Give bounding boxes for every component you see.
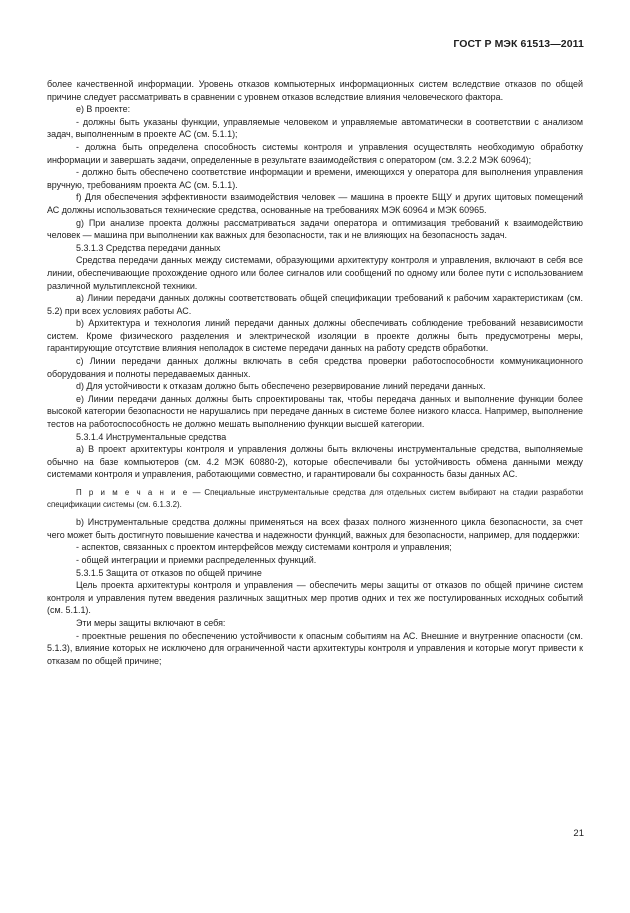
paragraph-item-a: а) Линии передачи данных должны соответствовать общей спецификации требований к рабочим характеристикам (см. 5.2) при всех условиях работы АС. [47, 293, 583, 316]
paragraph-item-g: g) При анализе проекта должны рассматриваться задачи оператора и оптимизация требований к взаимодействию человек — машина при выполнении как важных для безопасности, так и не влияющих на безопасность задач. [47, 217, 583, 241]
section-heading-5-3-1-5: 5.3.1.5 Защита от отказов по общей причине [76, 567, 262, 578]
paragraph-dash: - аспектов, связанных с проектом интерфейсов между системами контроля и управления; [76, 542, 452, 553]
paragraph-item-e: е) В проекте: [76, 104, 131, 115]
paragraph-item-c: с) Линии передачи данных должны включать в себя средства проверки работоспособности коммуникационного оборудования и полноты передаваемых данных. [47, 356, 583, 379]
paragraph-dash: - проектные решения по обеспечению устойчивости к опасным событиям на АС. Внешние и внутренние опасности (см. 5.1.3), влияние которых не исключено для ограниченной части архитектуры контроля и управления и которые могут привести к отказам по общей причине; [47, 630, 583, 666]
paragraph-item-f: f) Для обеспечения эффективности взаимодействия человек — машина в проекте БЩУ и других щитовых помещений АС должны использоваться технические средства, основанные на требованиях МЭК 60964 и МЭК 60965. [47, 192, 583, 215]
note-text: — Специальные инструментальные средства для отдельных систем выбирают на стадии разработки спецификации системы (см. 6.1.3.2). [47, 488, 584, 509]
page-number: 21 [573, 828, 584, 839]
paragraph-body: Средства передачи данных между системами, образующими архитектуру контроля и управления, включают в себя все линии, обеспечивающие прохождение одного или более сигналов или сообщений по одному или более пути с использованием различной мультиплексной техники. [47, 255, 583, 291]
note [47, 487, 583, 510]
paragraph-continuation: более качественной информации. Уровень отказов компьютерных информационных систем вследствие отказов по общей причине следует рассматривать в сравнении с уровнем отказов вследствие влияния человеческого фактора. [47, 79, 583, 102]
paragraph-item-b: b) Архитектура и технология линий передачи данных должны обеспечивать соблюдение требований независимости систем. Кроме физического разделения и электрической изоляции в проекте должны быть предусмотрены меры, гарантирующие отсутствие влияния неполадок в системе передачи данных на работу средств обработки. [47, 318, 583, 354]
paragraph-item-a2: а) В проект архитектуры контроля и управления должны быть включены инструментальные средства, выполняемые обычно на базе компьютеров (см. 4.2 МЭК 60880-2), которые обеспечивали бы устойчивость обмена данными между системами контроля и управления, работающими совместно, и гарантировали бы сохранность базы данных АС. [47, 444, 583, 480]
paragraph-item-e2: е) Линии передачи данных должны быть спроектированы так, чтобы передача данных и выполнение функции более высокой категории безопасности не нарушались при передаче данных в системе более низкого класса. Например, выполнение тестов на работоспособность не должно мешать выполнению функции высшей категории. [47, 393, 583, 430]
paragraph-item-b2: b) Инструментальные средства должны применяться на всех фазах полного жизненного цикла безопасности, за счет чего может быть достигнуто повышение качества и надежности функций, важных для безопасности, например, для поддержки: [47, 517, 583, 540]
section-heading-5-3-1-3: 5.3.1.3 Средства передачи данных [76, 242, 221, 253]
paragraph-body: Цель проекта архитектуры контроля и управления — обеспечить меры защиты от отказов по общей причине систем контроля и управления путем введения различных защитных мер против одних и тех же постулированных исходных событий (см. 5.1.1). [47, 580, 583, 616]
paragraph-dash: - должна быть определена способность системы контроля и управления осуществлять необходимую обработку информации и завершать задачи, определенные в результате взаимодействия с оператором (см. 3.2.2 МЭК 60964); [47, 141, 583, 165]
document-header: ГОСТ Р МЭК 61513—2011 [453, 38, 584, 50]
paragraph-item-d: d) Для устойчивости к отказам должно быть обеспечено резервирование линий передачи данных. [76, 381, 486, 392]
paragraph-dash: - должны быть указаны функции, управляемые человеком и управляемые автоматически в соответствии с анализом задач, выполненным в проекте АС (см. 5.1.1); [47, 116, 583, 140]
paragraph-dash: - общей интеграции и приемки распределенных функций. [76, 554, 317, 565]
section-heading-5-3-1-4: 5.3.1.4 Инструментальные средства [76, 431, 227, 442]
document-body [47, 78, 583, 667]
paragraph-body: Эти меры защиты включают в себя: [76, 617, 226, 628]
paragraph-dash: - должно быть обеспечено соответствие информации и времени, имеющихся у оператора для выполнения управления вручную, требованиям проекта АС (см. 5.1.1). [47, 167, 583, 190]
note-label: П р и м е ч а н и е [76, 488, 189, 497]
